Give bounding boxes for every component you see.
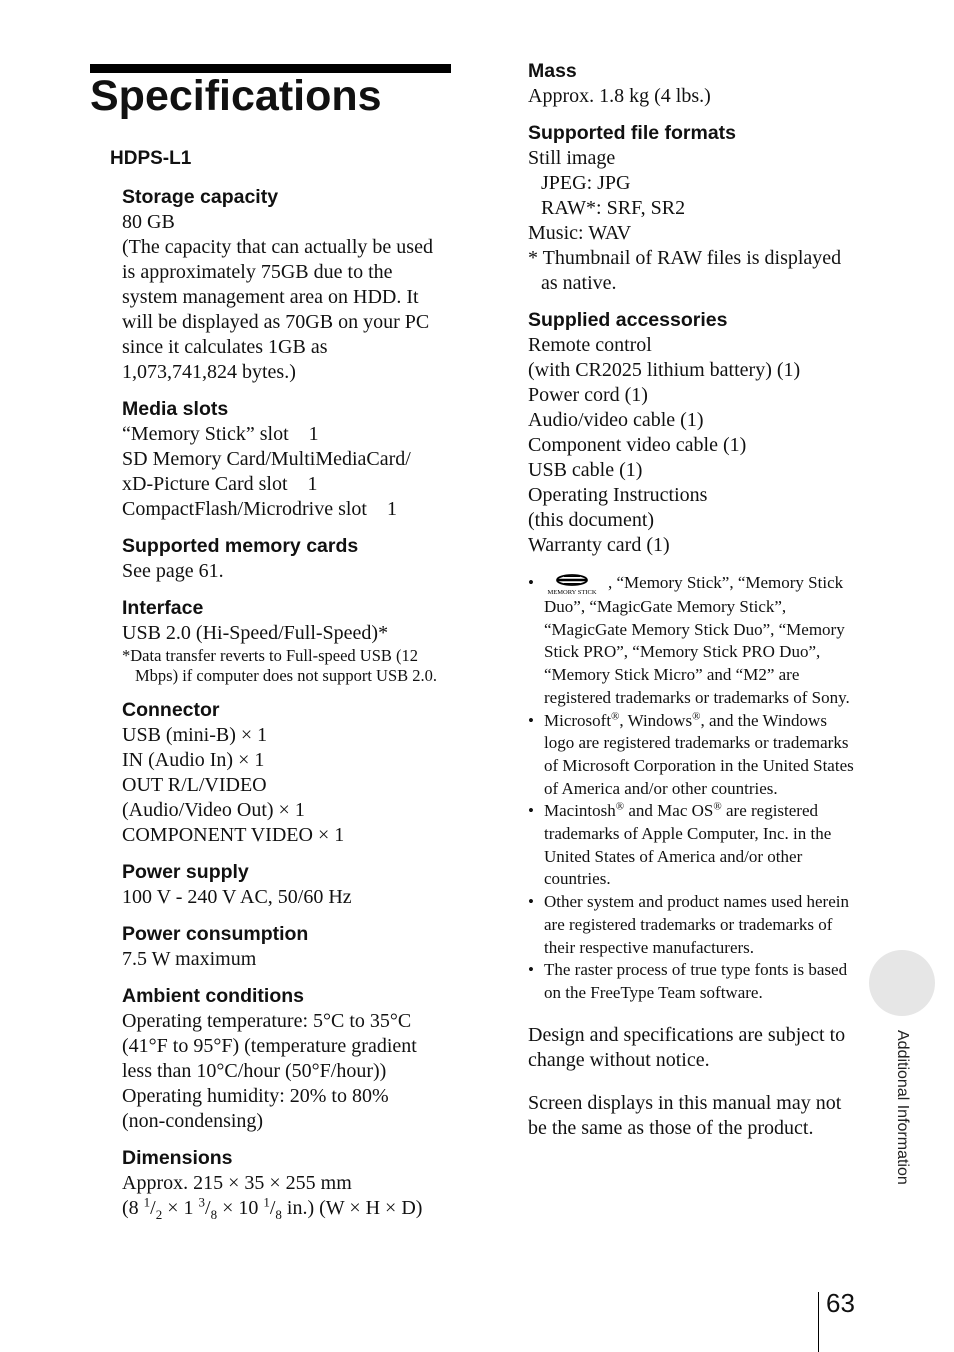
spec-section <box>122 859 462 910</box>
spec-value: 80 GB <box>122 211 175 233</box>
spec-value: xD-Picture Card slot 1 <box>122 473 318 495</box>
spec-heading: Storage capacity <box>122 186 279 208</box>
spec-heading: Connector <box>122 699 220 721</box>
page-number-divider <box>818 1292 819 1352</box>
spec-value: since it calculates 1GB as <box>122 336 328 358</box>
spec-footnote: * Thumbnail of RAW files is displayed as native. <box>528 247 842 294</box>
spec-heading: Interface <box>122 597 204 619</box>
spec-value: USB cable (1) <box>528 459 643 481</box>
dimension-part: 3 <box>198 1194 206 1210</box>
spec-value: Warranty card (1) <box>528 534 670 556</box>
spec-value: JPEG: JPG <box>541 172 631 194</box>
dimension-part: (8 <box>122 1197 144 1219</box>
spec-value: Operating Instructions <box>528 484 708 506</box>
spec-value: Still image <box>528 147 616 169</box>
spec-value: Approx. 215 × 35 × 255 mm <box>122 1172 352 1194</box>
spec-value: less than 10°C/hour (50°F/hour)) <box>122 1060 387 1082</box>
spec-value: 1,073,741,824 bytes.) <box>122 361 296 383</box>
design-notice: Design and specifications are subject to change without notice. <box>528 1023 846 1071</box>
spec-value: OUT R/L/VIDEO <box>122 774 267 796</box>
spec-section <box>122 1145 462 1227</box>
spec-value: system management area on HDD. It <box>122 286 419 308</box>
trademark-item: • Other system and product names used herein are registered trademarks or trademarks of their respective manufacturers. <box>528 892 849 957</box>
spec-value: (41°F to 95°F) (temperature gradient <box>122 1035 417 1057</box>
spec-value: (The capacity that can actually be used <box>122 236 433 258</box>
dimension-part: 1 <box>263 1194 270 1210</box>
spec-heading: Power consumption <box>122 923 309 945</box>
spec-value: will be displayed as 70GB on your PC <box>122 311 430 333</box>
spec-value: RAW*: SRF, SR2 <box>541 197 686 219</box>
spec-value: CompactFlash/Microdrive slot 1 <box>122 498 397 520</box>
fraction-slash: / <box>269 1197 276 1219</box>
spec-heading: Supported memory cards <box>122 535 359 557</box>
screen-notice: Screen displays in this manual may not be the same as those of the product. <box>528 1091 842 1139</box>
right-column <box>528 58 858 1141</box>
page-title: Specifications <box>90 72 382 120</box>
section-tab-label: Additional Information <box>894 1030 911 1185</box>
memory-stick-logo-icon <box>544 574 600 596</box>
spec-value: (this document) <box>528 509 655 531</box>
spec-value: Operating humidity: 20% to 80% <box>122 1085 389 1107</box>
spec-footnote: *Data transfer reverts to Full-speed USB (12 Mbps) if computer does not support USB 2.0. <box>122 646 438 685</box>
spec-value: (Audio/Video Out) × 1 <box>122 799 305 821</box>
trademark-item: • The raster process of true type fonts is based on the FreeType Team software. <box>528 960 848 1002</box>
spec-heading: Ambient conditions <box>122 985 304 1007</box>
spec-value: COMPONENT VIDEO × 1 <box>122 824 345 846</box>
spec-section <box>122 921 462 972</box>
spec-value: USB 2.0 (Hi-Speed/Full-Speed)* <box>122 622 389 644</box>
spec-value: Audio/video cable (1) <box>528 409 704 431</box>
spec-heading: Dimensions <box>122 1147 233 1169</box>
spec-section <box>528 120 858 296</box>
dimension-part: in.) (W × H × D) <box>281 1197 423 1219</box>
spec-value: IN (Audio In) × 1 <box>122 749 265 771</box>
left-column <box>122 184 462 1238</box>
page-number: 63 <box>826 1288 855 1318</box>
trademark-item: • Macintosh® and Mac OS® are registered trademarks of Apple Computer, Inc. in the United States of America and/or other countries. <box>528 800 832 889</box>
spec-value: See page 61. <box>122 560 224 582</box>
spec-value: Component video cable (1) <box>528 434 747 456</box>
spec-value: Operating temperature: 5°C to 35°C <box>122 1010 412 1032</box>
spec-section <box>122 595 462 686</box>
spec-section <box>122 983 462 1134</box>
spec-section <box>528 58 858 109</box>
spec-value: (with CR2025 lithium battery) (1) <box>528 359 801 381</box>
spec-heading: Media slots <box>122 398 229 420</box>
spec-section <box>528 307 858 558</box>
trademark-list <box>528 572 858 1005</box>
dimension-part: 2 <box>155 1207 163 1222</box>
dimension-part: × 10 <box>217 1197 264 1219</box>
spec-heading: Power supply <box>122 861 249 883</box>
section-tab-marker <box>869 950 935 1016</box>
spec-value: 100 V - 240 V AC, 50/60 Hz <box>122 886 352 908</box>
dimension-part: 8 <box>210 1207 218 1222</box>
spec-value: Approx. 1.8 kg (4 lbs.) <box>528 85 711 107</box>
spec-value: SD Memory Card/MultiMediaCard/ <box>122 448 411 470</box>
spec-section <box>122 184 462 385</box>
spec-value: Remote control <box>528 334 652 356</box>
fraction-slash: / <box>205 1197 211 1219</box>
trademark-item: • MEMORY STICK , “Memory Stick”, “Memory Stick Duo”, “MagicGate Memory Stick”, “MagicGate Memory Stick Duo”, “Memory Stick PRO”, “Memory Stick PRO Duo”, “Memory Stick Micro” and “M2” are registered trademarks or trademarks of Sony. <box>528 573 850 707</box>
spec-section <box>122 697 462 848</box>
spec-value: is approximately 75GB due to the <box>122 261 393 283</box>
spec-section <box>122 533 462 584</box>
spec-heading: Supported file formats <box>528 122 737 144</box>
dimension-part: 8 <box>275 1207 282 1222</box>
fraction-slash: / <box>150 1197 156 1219</box>
spec-heading: Mass <box>528 60 577 82</box>
dimension-part: 1 <box>143 1194 151 1210</box>
spec-section <box>122 396 462 522</box>
spec-value: (non-condensing) <box>122 1110 264 1132</box>
memory-stick-logo-text: MEMORY STICK <box>547 589 597 596</box>
spec-value: “Memory Stick” slot 1 <box>122 423 319 445</box>
dimension-part: × 1 <box>162 1197 199 1219</box>
dimensions-inches <box>122 1196 462 1227</box>
spec-heading: Supplied accessories <box>528 309 728 331</box>
trademark-item: • Microsoft®, Windows®, and the Windows logo are registered trademarks or trademarks of Microsoft Corporation in the United States of America and/or other countries. <box>528 709 854 798</box>
right-spec-sections <box>528 58 858 558</box>
spec-value: Power cord (1) <box>528 384 648 406</box>
model-name: HDPS-L1 <box>110 148 192 169</box>
spec-value: Music: WAV <box>528 222 632 244</box>
spec-value: 7.5 W maximum <box>122 948 257 970</box>
spec-value: USB (mini-B) × 1 <box>122 724 268 746</box>
